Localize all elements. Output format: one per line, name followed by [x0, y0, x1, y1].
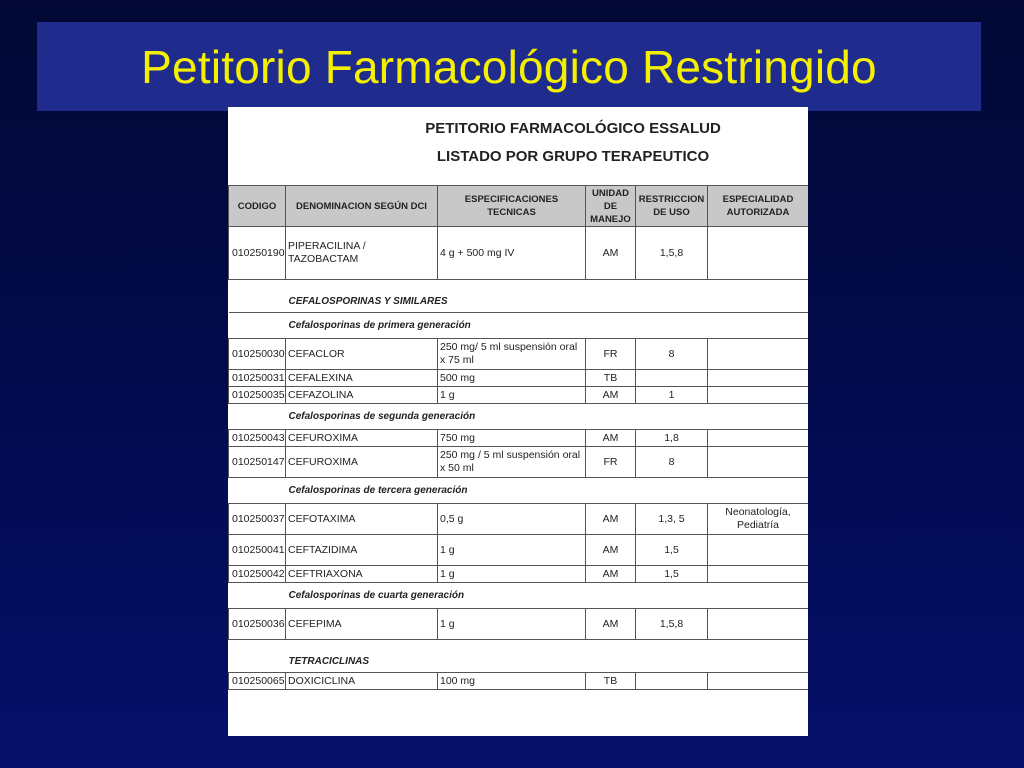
- section-label: Cefalosporinas de cuarta generación: [229, 583, 809, 609]
- column-header-name: DENOMINACION SEGÚN DCI: [286, 186, 438, 227]
- cell-name: CEFUROXIMA: [286, 447, 438, 478]
- cell-name: CEFOTAXIMA: [286, 504, 438, 535]
- cell-spec: 250 mg / 5 ml suspensión oral x 50 ml: [438, 447, 586, 478]
- section-row: [229, 313, 809, 339]
- cell-restriction: 1: [636, 387, 708, 404]
- cell-spec: 100 mg: [438, 673, 586, 690]
- section-row: [229, 478, 809, 504]
- cell-code: 010250037: [229, 504, 286, 535]
- table-row: [229, 535, 809, 566]
- cell-restriction: 1,5,8: [636, 227, 708, 280]
- cell-specialty: [708, 370, 809, 387]
- cell-specialty: [708, 447, 809, 478]
- drug-table: [228, 185, 808, 690]
- cell-specialty: [708, 566, 809, 583]
- cell-specialty: [708, 227, 809, 280]
- document-header: [228, 107, 808, 185]
- column-header-code: CODIGO: [229, 186, 286, 227]
- cell-specialty: Neonatología, Pediatría: [708, 504, 809, 535]
- section-label: Cefalosporinas de tercera generación: [229, 478, 809, 504]
- cell-code: 010250042: [229, 566, 286, 583]
- document-heading: PETITORIO FARMACOLÓGICO ESSALUD: [425, 120, 721, 137]
- cell-name: CEFTAZIDIMA: [286, 535, 438, 566]
- cell-name: CEFAZOLINA: [286, 387, 438, 404]
- table-row: [229, 504, 809, 535]
- cell-code: 010250043: [229, 430, 286, 447]
- cell-spec: 250 mg/ 5 ml suspensión oral x 75 ml: [438, 339, 586, 370]
- section-label: Cefalosporinas de segunda generación: [229, 404, 809, 430]
- cell-name: CEFACLOR: [286, 339, 438, 370]
- cell-code: 010250036: [229, 609, 286, 640]
- cell-code: 010250190: [229, 227, 286, 280]
- cell-unit: AM: [586, 227, 636, 280]
- slide-title-bar: [37, 22, 981, 111]
- cell-code: 010250030: [229, 339, 286, 370]
- cell-code: 010250031: [229, 370, 286, 387]
- table-header-row: [229, 186, 809, 227]
- cell-specialty: [708, 430, 809, 447]
- cell-unit: AM: [586, 535, 636, 566]
- cell-restriction: 1,5: [636, 535, 708, 566]
- column-header-unit: UNIDAD DE MANEJO: [586, 186, 636, 227]
- table-row: [229, 430, 809, 447]
- cell-specialty: [708, 609, 809, 640]
- cell-code: 010250041: [229, 535, 286, 566]
- section-label: CEFALOSPORINAS Y SIMILARES: [229, 280, 809, 313]
- section-label: TETRACICLINAS: [229, 640, 809, 673]
- cell-restriction: [636, 370, 708, 387]
- table-body: [229, 227, 809, 690]
- cell-code: 010250035: [229, 387, 286, 404]
- cell-name: CEFTRIAXONA: [286, 566, 438, 583]
- section-row: [229, 640, 809, 673]
- cell-name: DOXICICLINA: [286, 673, 438, 690]
- cell-spec: 1 g: [438, 535, 586, 566]
- cell-unit: AM: [586, 504, 636, 535]
- column-header-restriction: RESTRICCION DE USO: [636, 186, 708, 227]
- table-row: [229, 339, 809, 370]
- cell-spec: 750 mg: [438, 430, 586, 447]
- cell-spec: 500 mg: [438, 370, 586, 387]
- cell-spec: 0,5 g: [438, 504, 586, 535]
- cell-unit: FR: [586, 447, 636, 478]
- cell-specialty: [708, 673, 809, 690]
- slide-title: Petitorio Farmacológico Restringido: [141, 40, 877, 93]
- cell-unit: FR: [586, 339, 636, 370]
- cell-code: 010250147: [229, 447, 286, 478]
- column-header-spec: ESPECIFICACIONES TECNICAS: [438, 186, 586, 227]
- cell-name: CEFUROXIMA: [286, 430, 438, 447]
- cell-restriction: 1,3, 5: [636, 504, 708, 535]
- column-header-specialty: ESPECIALIDAD AUTORIZADA: [708, 186, 809, 227]
- cell-restriction: 8: [636, 447, 708, 478]
- cell-code: 010250065: [229, 673, 286, 690]
- cell-restriction: 1,5: [636, 566, 708, 583]
- cell-unit: AM: [586, 430, 636, 447]
- table-row: [229, 447, 809, 478]
- table-row: [229, 370, 809, 387]
- cell-spec: 1 g: [438, 387, 586, 404]
- cell-unit: AM: [586, 387, 636, 404]
- cell-name: PIPERACILINA / TAZOBACTAM: [286, 227, 438, 280]
- document-image: [228, 107, 808, 736]
- table-row: [229, 227, 809, 280]
- cell-restriction: 1,8: [636, 430, 708, 447]
- cell-spec: 1 g: [438, 609, 586, 640]
- cell-specialty: [708, 387, 809, 404]
- table-row: [229, 387, 809, 404]
- section-label: Cefalosporinas de primera generación: [229, 313, 809, 339]
- cell-spec: 1 g: [438, 566, 586, 583]
- document-subheading: LISTADO POR GRUPO TERAPEUTICO: [436, 148, 710, 165]
- cell-restriction: [636, 673, 708, 690]
- cell-restriction: 8: [636, 339, 708, 370]
- cell-unit: AM: [586, 609, 636, 640]
- cell-spec: 4 g + 500 mg IV: [438, 227, 586, 280]
- table-row: [229, 609, 809, 640]
- cell-specialty: [708, 535, 809, 566]
- table-row: [229, 566, 809, 583]
- cell-name: CEFEPIMA: [286, 609, 438, 640]
- cell-unit: AM: [586, 566, 636, 583]
- section-row: [229, 280, 809, 313]
- cell-restriction: 1,5,8: [636, 609, 708, 640]
- cell-name: CEFALEXINA: [286, 370, 438, 387]
- section-row: [229, 404, 809, 430]
- cell-specialty: [708, 339, 809, 370]
- cell-unit: TB: [586, 370, 636, 387]
- table-row: [229, 673, 809, 690]
- cell-unit: TB: [586, 673, 636, 690]
- section-row: [229, 583, 809, 609]
